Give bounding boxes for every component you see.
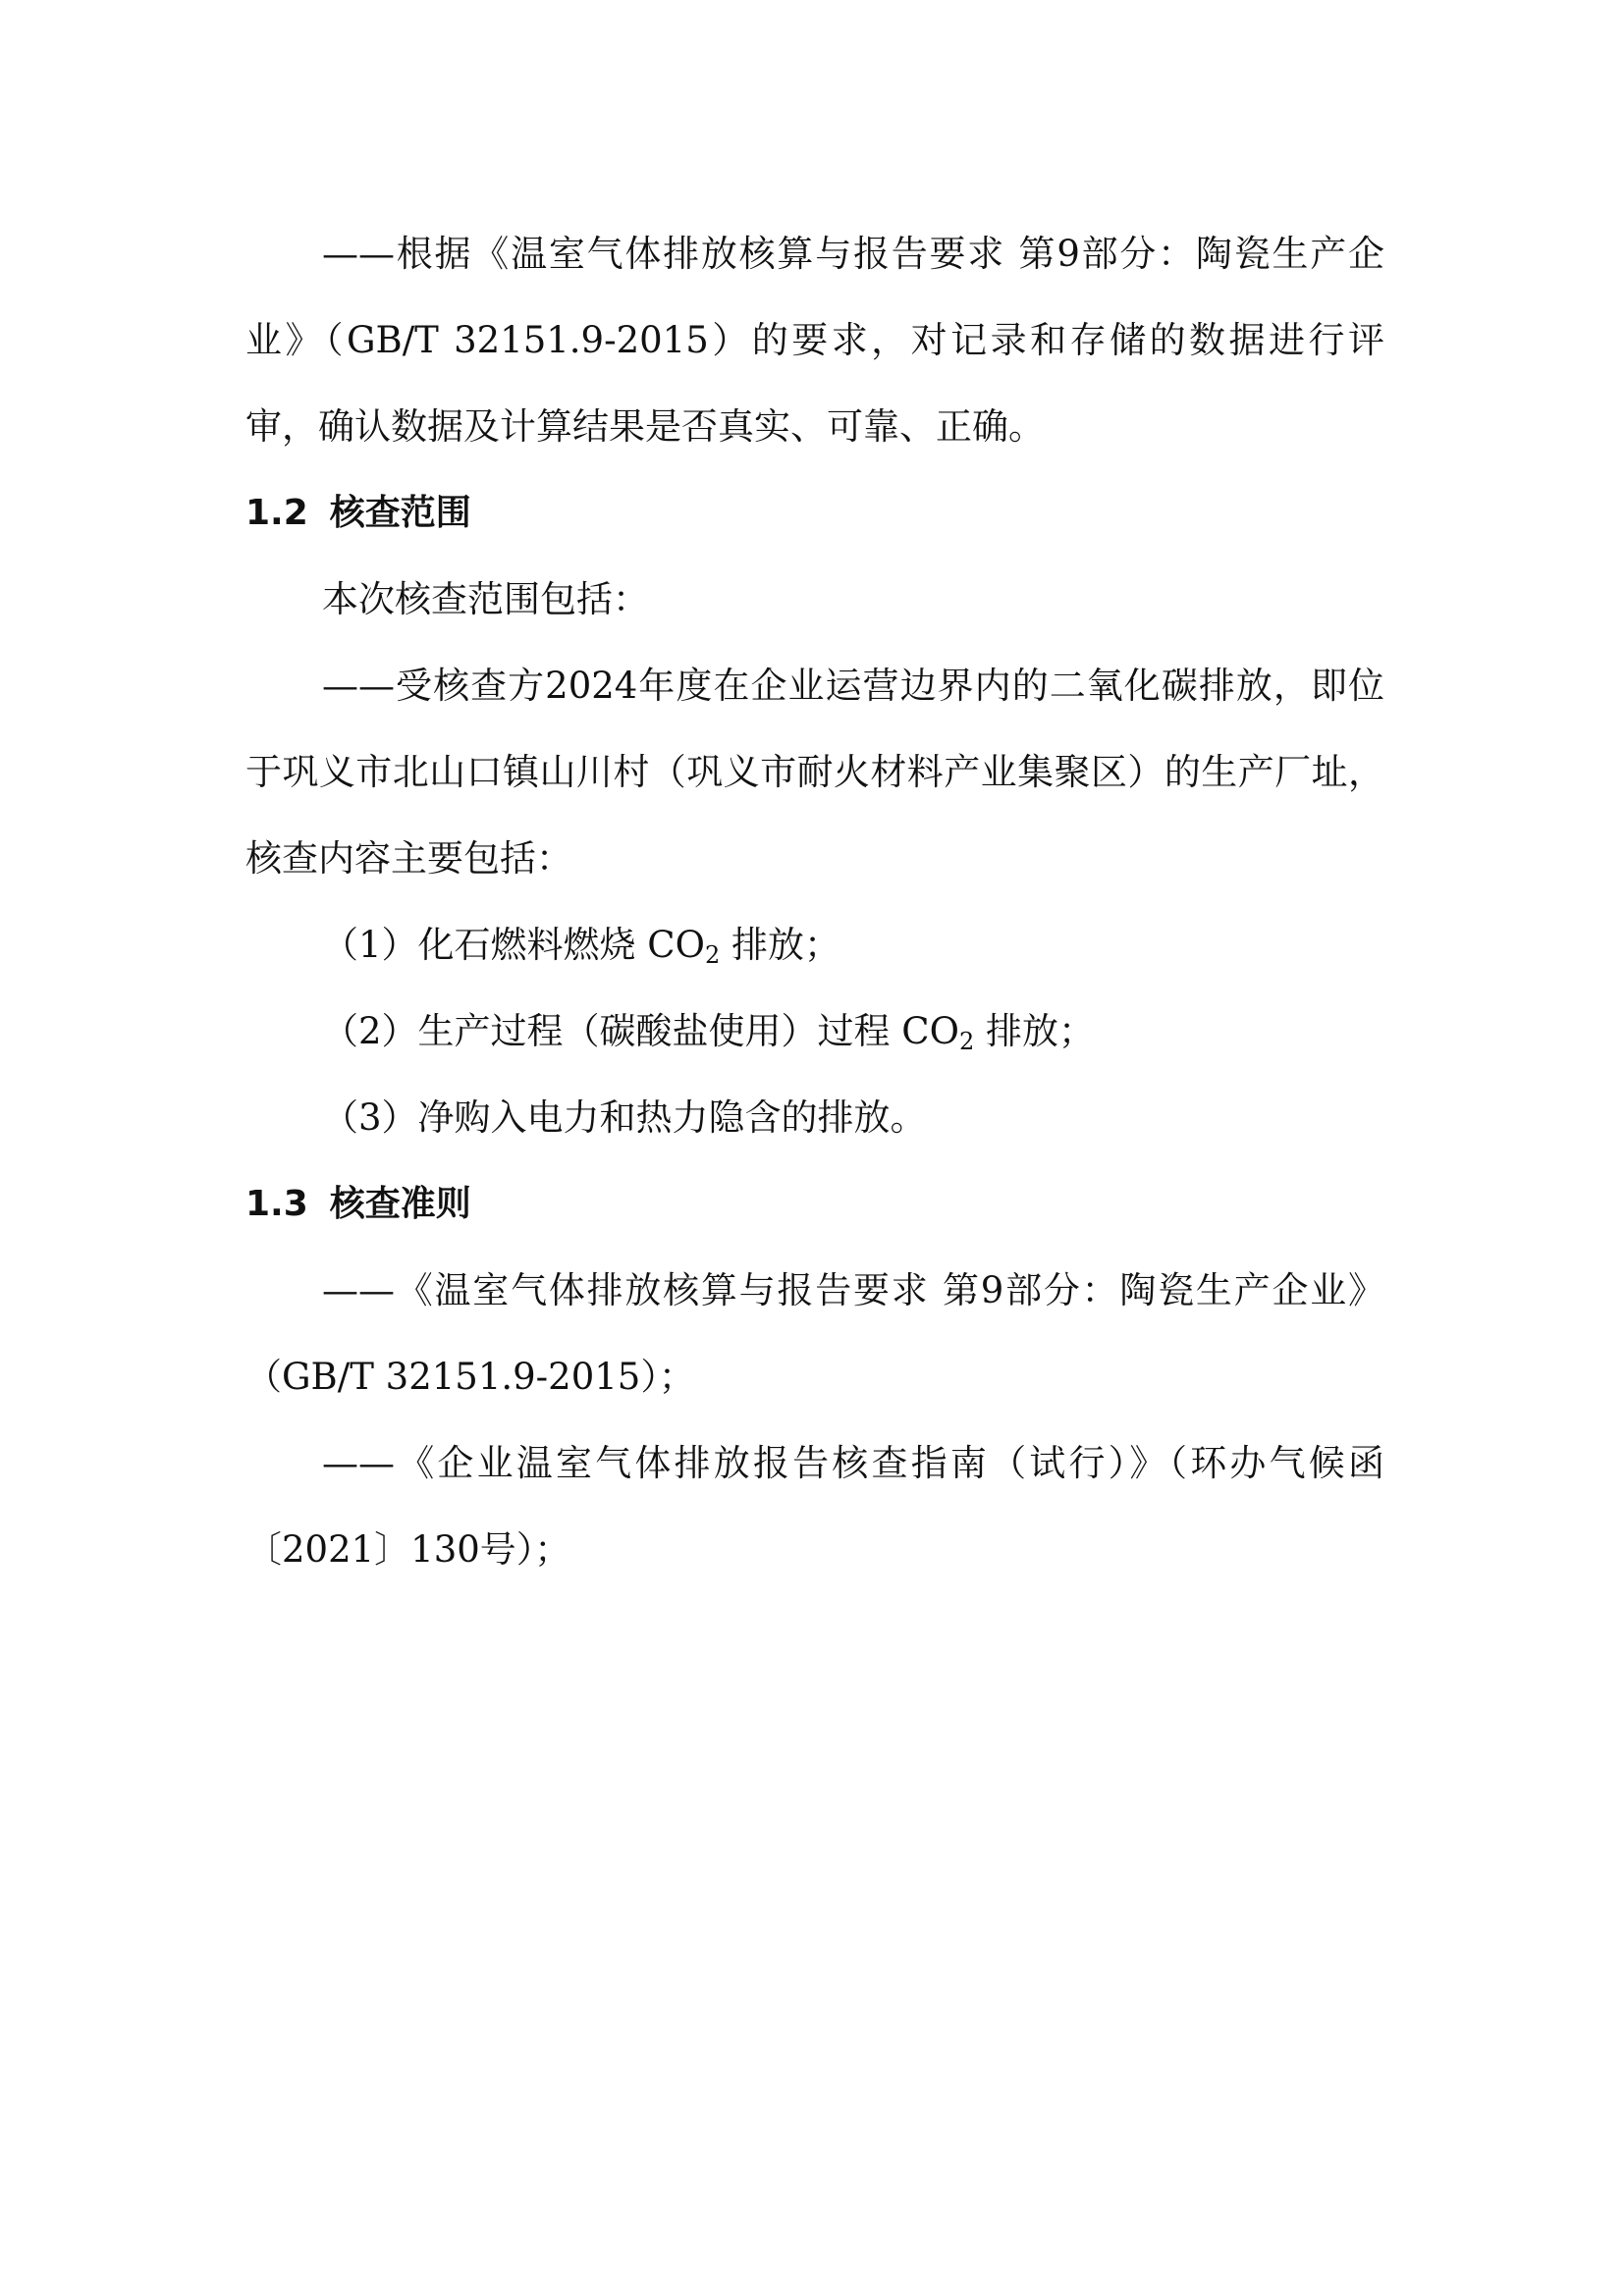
subscript: 2 — [704, 941, 721, 969]
list-item-process-emission — [245, 988, 1384, 1075]
section-heading-1-3 — [245, 1161, 1384, 1248]
section-heading-1-2 — [245, 470, 1384, 557]
paragraph-criteria-guide: ——《企业温室气体排放报告核查指南（试行）》（环办气候函〔2021〕130号）； — [245, 1442, 1384, 1571]
section-number: 1.2 — [245, 493, 308, 533]
section-title: 核查范围 — [329, 493, 471, 533]
subscript: 2 — [958, 1028, 975, 1055]
paragraph-criteria-standard: ——《温室气体排放核算与报告要求 第9部分：陶瓷生产企业》（GB/T 32151.9-2015）； — [245, 1269, 1384, 1398]
paragraph-review-data: ——根据《温室气体排放核算与报告要求 第9部分：陶瓷生产企业》（GB/T 32151.9-2015）的要求，对记录和存储的数据进行评审，确认数据及计算结果是否真实、可靠、正确。 — [245, 233, 1384, 448]
list-item-electricity-heat: （3）净购入电力和热力隐含的排放。 — [322, 1096, 927, 1139]
paragraph-scope-intro: 本次核查范围包括： — [322, 578, 649, 620]
list-item-text-end: 排放； — [974, 1010, 1095, 1052]
paragraph-scope-boundary: ——受核查方2024年度在企业运营边界内的二氧化碳排放，即位于巩义市北山口镇山川村（巩义市耐火材料产业集聚区）的生产厂址，核查内容主要包括： — [245, 665, 1384, 880]
list-item-fossil-fuel — [245, 902, 1384, 988]
section-number: 1.3 — [245, 1184, 308, 1224]
list-item-text: （1）化石燃料燃烧 CO — [322, 924, 705, 966]
page-content — [245, 211, 1384, 1593]
list-item-text-end: 排放； — [720, 924, 840, 966]
list-item-text: （2）生产过程（碳酸盐使用）过程 CO — [322, 1010, 959, 1052]
section-title: 核查准则 — [329, 1184, 471, 1224]
